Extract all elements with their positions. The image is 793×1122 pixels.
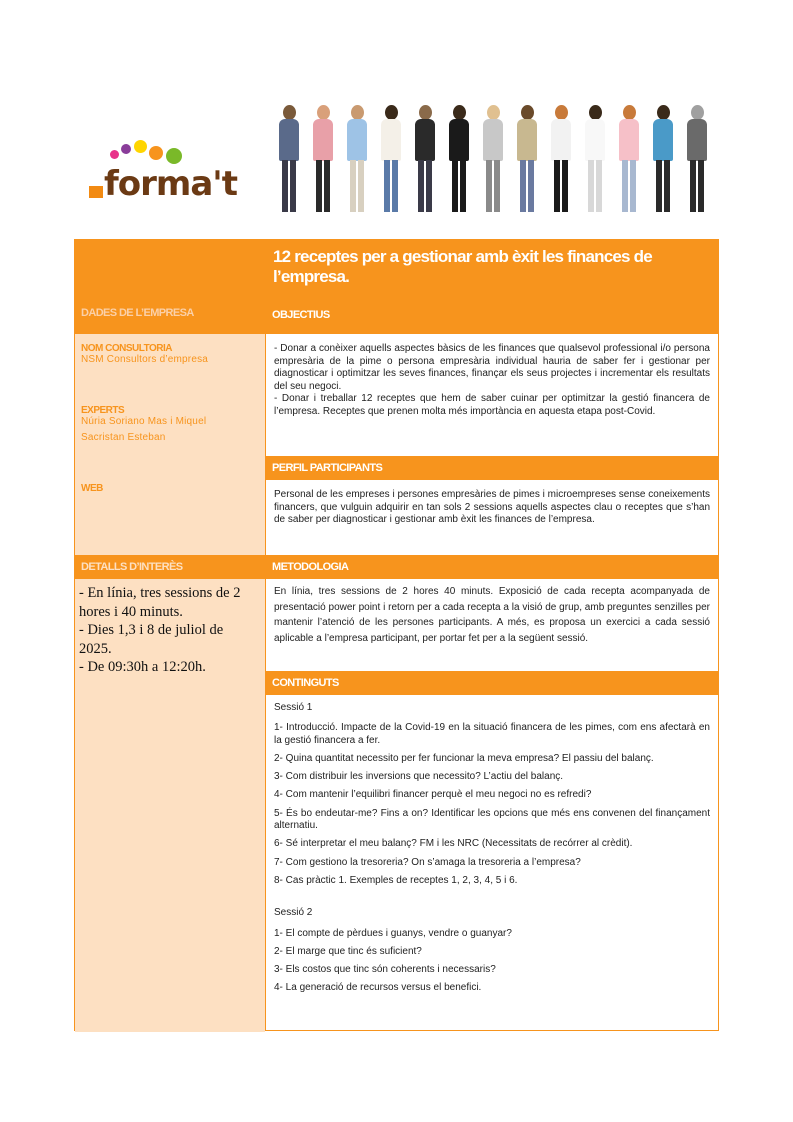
experts-line1: Núria Soriano Mas i Miquel xyxy=(81,416,207,427)
details-line: - En línia, tres sessions de 2 xyxy=(79,585,241,601)
person-figure xyxy=(480,105,506,213)
metodologia-section xyxy=(266,579,718,671)
objectius-section xyxy=(266,334,718,456)
perfil-section xyxy=(266,480,718,555)
person-figure xyxy=(310,105,336,213)
objectiu-item: - Donar i treballar 12 receptes que hem de saber cuinar per optimitzar la gestió financera de l’empresa. Receptes que prenen molta més importància en aquesta etapa post-Covid. xyxy=(274,393,710,417)
sessio2-item: 4- La generació de recursos versus el benefici. xyxy=(274,982,482,994)
sessio1-item: 4- Com mantenir l’equilibri financer perquè el meu negoci no es refredi? xyxy=(274,789,592,801)
company-header xyxy=(75,298,265,334)
details-line: hores i 40 minuts. xyxy=(79,603,183,620)
details-header xyxy=(75,555,265,579)
left-column xyxy=(75,240,265,1030)
sessio1-item: 8- Cas pràctic 1. Exemples de receptes 1, 2, 3, 4, 5 i 6. xyxy=(274,874,518,886)
sessio2-item: 2- El marge que tinc és suficient? xyxy=(274,945,422,957)
logo-text: forma't xyxy=(104,164,237,204)
sessio1-item: 1- Introducció. Impacte de la Covid-19 en la situació financera de les pimes, com ens afectarà en la gestió financera a fer. xyxy=(274,722,710,746)
continguts-section xyxy=(266,695,718,1032)
sessio1-item: 5- És bo endeutar-me? Fins a on? Identificar les opcions que més ens convenen del finançament alternatiu. xyxy=(274,807,710,832)
objectius-header: OBJECTIUS xyxy=(266,298,718,334)
experts-label: EXPERTS xyxy=(81,405,125,416)
company-header-label: DADES DE L’EMPRESA xyxy=(81,307,194,319)
details-line: - De 09:30h a 12:20h. xyxy=(79,659,206,675)
details-line: 2025. xyxy=(79,640,112,657)
sessio1-title: Sessió 1 xyxy=(274,702,313,713)
details-header-label: DETALLS D’INTERÈS xyxy=(81,561,183,573)
title-left-spacer xyxy=(75,240,265,298)
right-column xyxy=(265,240,718,1030)
people-photo xyxy=(268,98,718,213)
details-list xyxy=(79,584,241,677)
person-figure xyxy=(412,105,438,213)
logo-dot-orange xyxy=(149,146,163,160)
person-figure xyxy=(344,105,370,213)
company-info xyxy=(75,334,265,555)
consultoria-value: NSM Consultors d’empresa xyxy=(81,354,209,365)
sessio2-item: 1- El compte de pèrdues i guanys, vendre o guanyar? xyxy=(274,927,512,939)
sessio1-item: 6- Sé interpretar el meu balanç? FM i les NRC (Necessitats de recórrer al crèdit). xyxy=(274,838,633,850)
continguts-text xyxy=(266,695,718,995)
metodologia-text: En línia, tres sessions de 2 hores 40 minuts. Exposició de cada recepta acompanyada de presentació power point i retorn per a cada recepta a la visió de grup, amb preguntes senzilles per mantenir l’atenció de les persones participants. A més, es proposa un exercici a cada sessió aplicable a l’empresa participant, per portar fet per a la següent sessió. xyxy=(274,586,710,644)
logo-dot-pink xyxy=(110,150,119,159)
perfil-header: PERFIL PARTICIPANTS xyxy=(266,456,718,480)
objectius-text xyxy=(266,334,718,419)
sessio1-item: 7- Com gestiono la tresoreria? On s’amaga la tresoreria a l’empresa? xyxy=(274,856,581,868)
person-figure xyxy=(650,105,676,213)
person-figure xyxy=(548,105,574,213)
person-figure xyxy=(276,105,302,213)
person-figure xyxy=(582,105,608,213)
logo-dot-purple xyxy=(121,144,131,154)
continguts-header: CONTINGUTS xyxy=(266,671,718,695)
logo-dot-green xyxy=(166,148,182,164)
person-figure xyxy=(684,105,710,213)
person-figure xyxy=(514,105,540,213)
logo-square xyxy=(89,186,103,198)
sessio1-item: 2- Quina quantitat necessito per fer funcionar la meva empresa? El passiu del balanç. xyxy=(274,752,654,764)
person-figure xyxy=(378,105,404,213)
web-label: WEB xyxy=(81,483,103,494)
sessio2-item: 3- Els costos que tinc són coherents i necessaris? xyxy=(274,964,496,976)
logo-dot-yellow xyxy=(134,140,147,153)
person-figure xyxy=(616,105,642,213)
consultoria-label: NOM CONSULTORIA xyxy=(81,343,173,354)
sessio1-item: 3- Com distribuir les inversions que necessito? L’actiu del balanç. xyxy=(274,771,564,783)
metodologia-header: METODOLOGIA xyxy=(266,555,718,579)
perfil-text: Personal de les empreses i persones empresàries de pimes i microempreses sense coneixements financers, que vulguin adquirir en tan sols 2 sessions aquells aspectes clau o receptes que s’han de saber per diagnosticar i gestionar amb èxit les finances de l’empresa. xyxy=(274,489,710,526)
details-line: - Dies 1,3 i 8 de juliol de xyxy=(79,622,224,638)
course-title: 12 receptes per a gestionar amb èxit les finances de l’empresa. xyxy=(266,240,718,298)
format-logo xyxy=(84,140,264,210)
objectiu-item: - Donar a conèixer aquells aspectes bàsics de les finances que qualsevol professional i/o persona empresària de la pime o persona empresària individual hauria de saber fer i gestionar per diagnosticar i optimitzar les seves finances, finançar els seus projectes i incrementar els resultats del seu negoci. xyxy=(274,343,710,392)
details-info xyxy=(75,579,265,1032)
sessio2-title: Sessió 2 xyxy=(274,907,313,919)
person-figure xyxy=(446,105,472,213)
experts-line2: Sacristan Esteban xyxy=(81,432,166,443)
course-sheet xyxy=(74,239,719,1031)
